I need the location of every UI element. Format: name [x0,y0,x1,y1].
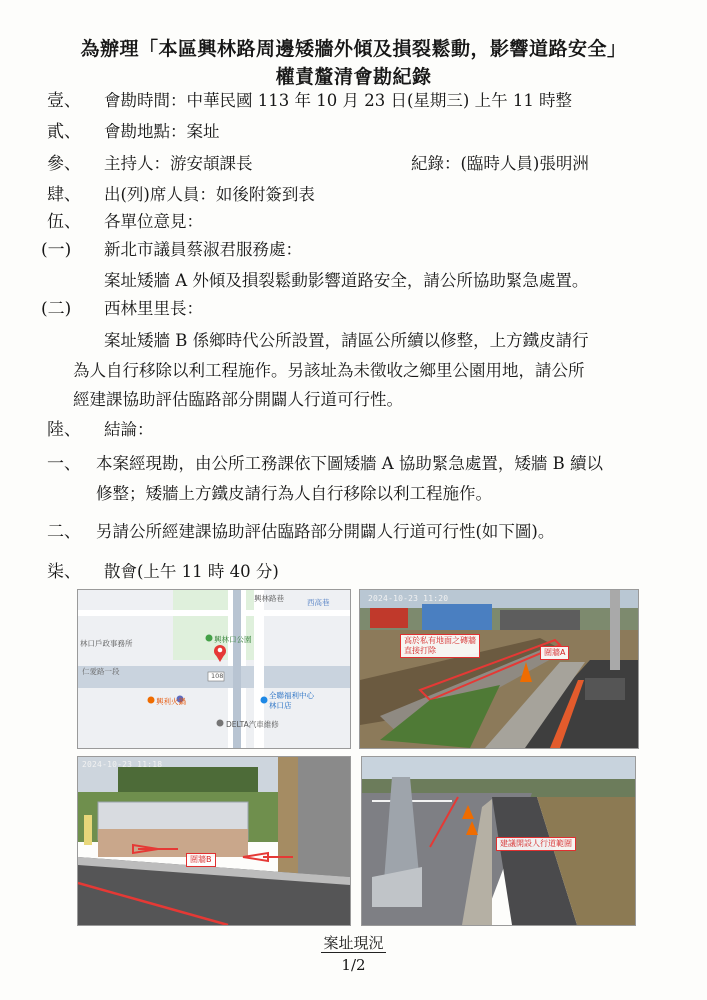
photo-b-wall-tag: 圍牆B [186,853,216,867]
map-label-repair-shop: DELTA汽車維修 [226,720,279,729]
item-num-7: 柒、 [47,562,81,582]
conclusion-1-line-1: 本案經現勘，由公所工務課依下圖矮牆 A 協助緊急處置，矮牆 B 續以 [96,454,604,473]
photo-caption [0,932,707,953]
sub-num-1: (一) [41,240,72,260]
map-label-corner: 西高巷 [307,598,330,607]
item-num-2: 貳、 [47,122,81,142]
attendees: 出(列)席人員：如後附簽到表 [104,185,315,204]
map-label-supermarket: 全聯福利中心 [269,691,314,700]
map-label-park: 興林口公園 [214,635,252,644]
adjournment: 散會(上午 11 時 40 分) [104,562,279,581]
site-photo-wall-b [77,756,351,926]
map-label-road-top: 興林路巷 [254,594,284,603]
item-num-3: 參、 [47,154,81,174]
map-label-road-number: 108 [211,672,224,680]
item-num-4: 肆、 [47,185,81,205]
village-chief-opinion-line-3: 經建課協助評估臨路部分開闢人行道可行性。 [73,390,403,409]
item-num-6: 陸、 [47,420,81,440]
photo-caption-text: 案址現況 [323,934,384,952]
photo-a-timestamp: 2024-10-23 11:20 [368,594,449,603]
meeting-recorder: 紀錄：(臨時人員)張明洲 [411,154,589,173]
document-title-line-2: 權責釐清會勘紀錄 [275,66,432,88]
sub-num-2: (二) [41,299,72,319]
photo-b-timestamp: 2024-10-23 11:18 [82,760,163,769]
photo-a-wall-tag: 圍牆A [540,646,569,660]
conclusion-num-2: 二、 [47,522,81,542]
conclusion-num-1: 一、 [47,454,81,474]
map-label-main-road: 仁愛路一段 [82,667,120,676]
photo-a-note-tag: 高於私有地面之磚牆 直接打除 [400,634,480,658]
village-chief-opinion-line-2: 為人自行移除以利工程施作。另該址為未徵收之鄉里公園用地，請公所 [73,361,585,380]
meeting-location: 會勘地點：案址 [104,122,220,141]
item-num-5: 伍、 [47,212,81,232]
photo-a-graphic [360,590,638,748]
map-screenshot [77,589,351,749]
unit-opinions-heading: 各單位意見： [104,212,203,231]
village-chief-opinion-line-1: 案址矮牆 B 係鄉時代公所設置，請區公所續以修整，上方鐵皮請行 [104,331,589,350]
item-num-1: 壹、 [47,91,81,111]
meeting-time: 會勘時間：中華民國 113 年 10 月 23 日(星期三) 上午 11 時整 [104,91,573,110]
councilor-opinion: 案址矮牆 A 外傾及損裂鬆動影響道路安全，請公所協助緊急處置。 [104,271,589,290]
site-photo-sidewalk [361,756,636,926]
councilor-office: 新北市議員蔡淑君服務處： [104,240,302,259]
page-number: 1/2 [341,956,366,974]
map-label-supermarket-branch: 林口店 [269,701,292,710]
photo-b-graphic [78,757,350,925]
site-photo-wall-a [359,589,639,749]
map-label-shop: 興利火鍋 [156,697,186,706]
document-title-line-1: 為辦理「本區興林路周邊矮牆外傾及損裂鬆動，影響道路安全」 [80,38,627,60]
conclusion-1-line-2: 修整；矮牆上方鐵皮請行為人自行移除以利工程施作。 [96,484,492,503]
photo-c-sidewalk-tag: 建議開設人行道範圍 [496,837,576,851]
meeting-host: 主持人：游安頡課長 [104,154,253,173]
map-label-office: 林口戶政事務所 [80,639,133,648]
conclusion-2-line-1: 另請公所經建課協助評估臨路部分開闢人行道可行性(如下圖)。 [96,522,555,541]
village-chief: 西林里里長： [104,299,203,318]
conclusion-heading: 結論： [104,420,154,439]
